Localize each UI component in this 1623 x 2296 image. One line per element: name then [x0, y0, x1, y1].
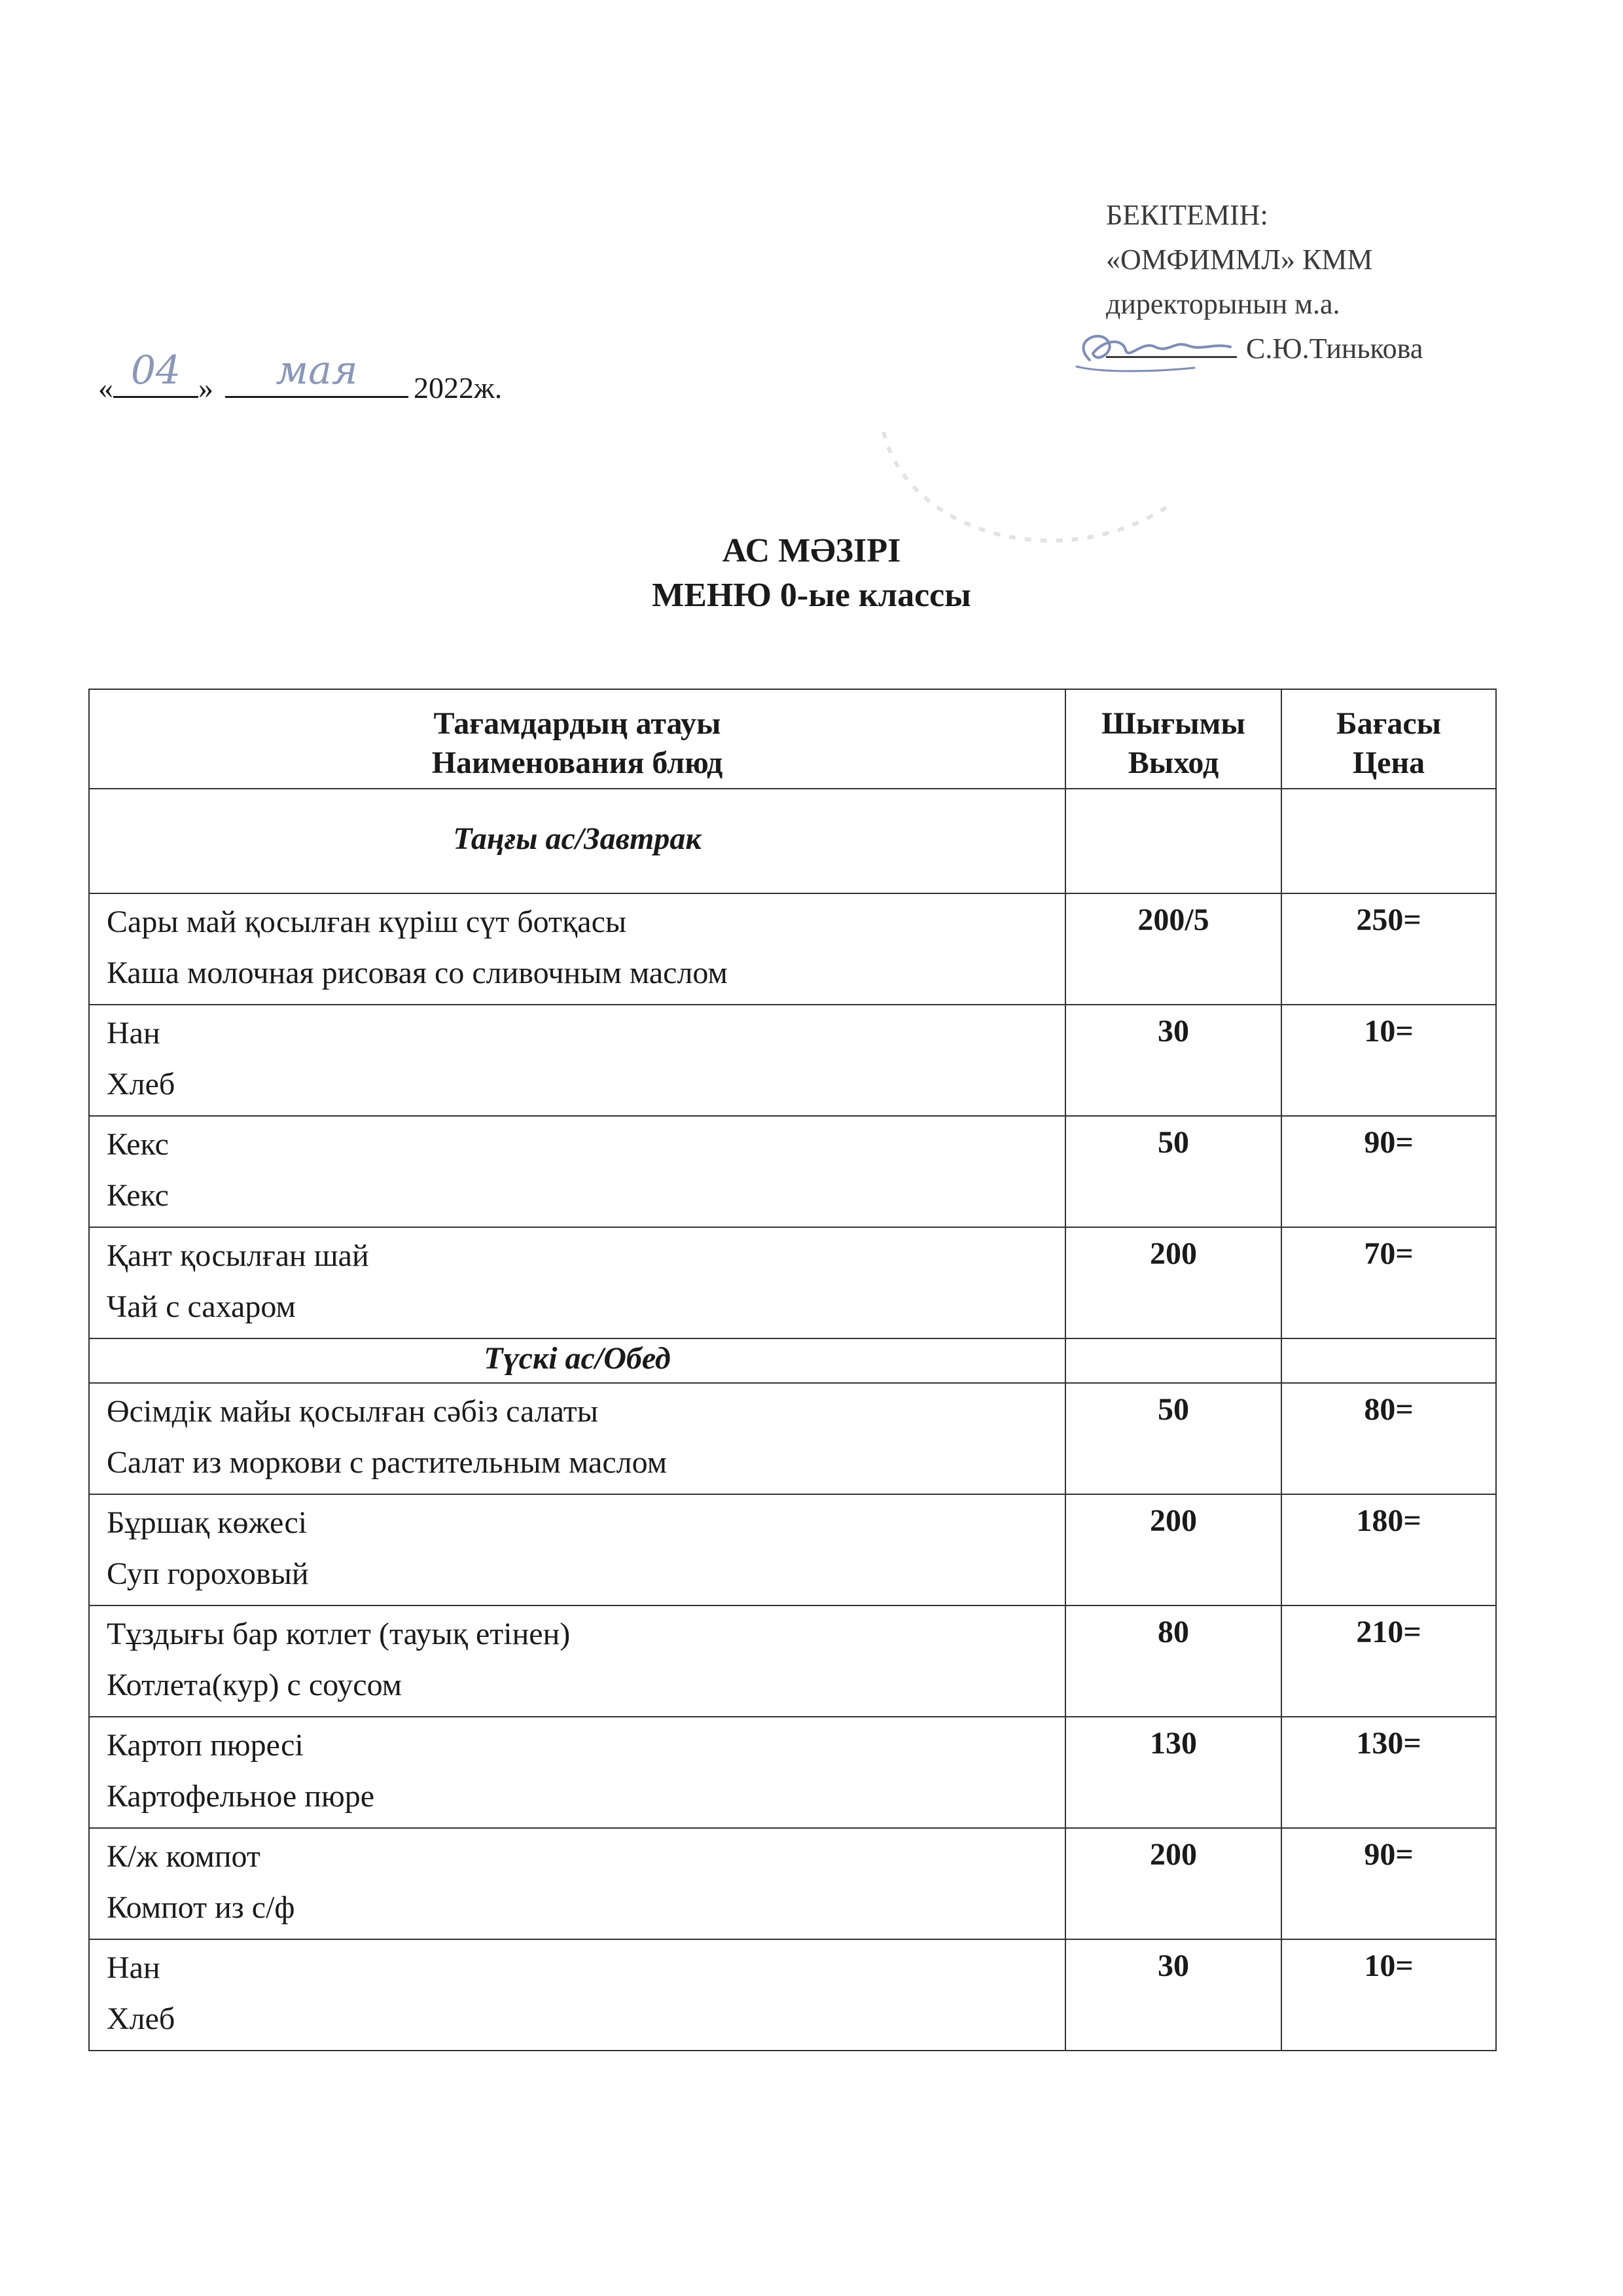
dish-yield: 30	[1065, 1005, 1281, 1116]
dish-name-cell	[89, 1383, 1065, 1494]
dish-name-ru: Каша молочная рисовая со сливочным маслом	[107, 956, 728, 990]
approval-heading: БЕКІТЕМІН:	[1106, 199, 1268, 231]
signature-scribble	[1063, 314, 1234, 380]
dish-name-kz: Картоп пюресі	[107, 1728, 304, 1763]
table-row	[89, 1939, 1496, 2051]
dish-name-kz: Өсімдік майы қосылған сәбіз салаты	[107, 1394, 598, 1429]
table-row	[89, 1005, 1496, 1116]
date-year: 2022ж.	[414, 371, 503, 404]
table-header-row	[89, 689, 1496, 789]
dish-price: 80=	[1281, 1383, 1496, 1494]
dish-name-kz: Нан	[107, 1016, 160, 1050]
table-row	[89, 1717, 1496, 1828]
dish-name-cell	[89, 1005, 1065, 1116]
menu-table	[88, 689, 1497, 2051]
dish-price: 70=	[1281, 1227, 1496, 1338]
title-kz: АС МӘЗІРІ	[722, 532, 901, 569]
dish-yield: 200	[1065, 1494, 1281, 1605]
handwritten-day: 04	[130, 348, 181, 393]
dish-name-ru: Котлета(кур) с соусом	[107, 1668, 402, 1702]
title-ru: МЕНЮ 0-ые классы	[652, 577, 971, 614]
dish-name-ru: Хлеб	[107, 1067, 175, 1102]
dish-name-cell	[89, 1717, 1065, 1828]
dish-name-kz: Нан	[107, 1950, 160, 1985]
dish-yield: 30	[1065, 1939, 1281, 2051]
dish-name-ru: Суп гороховый	[107, 1556, 309, 1591]
dish-name-ru: Салат из моркови с растительным маслом	[107, 1445, 668, 1480]
dish-price: 210=	[1281, 1605, 1496, 1717]
handwritten-month: мая	[276, 348, 358, 393]
dish-yield: 200/5	[1065, 893, 1281, 1005]
section-row-lunch	[89, 1338, 1496, 1383]
date-line: « 04 » мая 2022ж.	[98, 348, 503, 404]
dish-name-kz: Тұздығы бар котлет (тауық етінен)	[107, 1617, 571, 1651]
dish-name-kz: Кекс	[107, 1127, 169, 1162]
dish-price: 90=	[1281, 1828, 1496, 1939]
header-price: Бағасы Цена	[1281, 689, 1496, 789]
dish-name-kz: Бұршақ көжесі	[107, 1505, 308, 1540]
dish-name-ru: Кекс	[107, 1178, 169, 1213]
dish-yield: 50	[1065, 1383, 1281, 1494]
dish-yield: 200	[1065, 1828, 1281, 1939]
approval-org: «ОМФИММЛ» КММ	[1106, 243, 1373, 276]
breakfast-items	[89, 893, 1496, 1338]
header-yield: Шығымы Выход	[1065, 689, 1281, 789]
dish-price: 180=	[1281, 1494, 1496, 1605]
lunch-items	[89, 1383, 1496, 2051]
table-row	[89, 1494, 1496, 1605]
dish-price: 90=	[1281, 1116, 1496, 1227]
section-row-breakfast	[89, 789, 1496, 893]
dish-name-ru: Картофельное пюре	[107, 1779, 375, 1814]
table-row	[89, 1828, 1496, 1939]
header-name: Тағамдардың атауы Наименования блюд	[89, 689, 1065, 789]
table-row	[89, 1227, 1496, 1338]
dish-name-cell	[89, 1939, 1065, 2051]
table-row	[89, 1383, 1496, 1494]
dish-name-cell	[89, 1494, 1065, 1605]
dish-price: 10=	[1281, 1005, 1496, 1116]
dish-name-cell	[89, 1116, 1065, 1227]
dish-name-cell	[89, 1828, 1065, 1939]
dish-name-ru: Хлеб	[107, 2001, 175, 2036]
table-row	[89, 1116, 1496, 1227]
dish-name-ru: Чай с сахаром	[107, 1289, 296, 1324]
approval-signer: С.Ю.Тинькова	[1246, 332, 1423, 365]
dish-name-ru: Компот из с/ф	[107, 1890, 295, 1925]
dish-name-cell	[89, 1227, 1065, 1338]
table-row	[89, 893, 1496, 1005]
table-row	[89, 1605, 1496, 1717]
section-label-lunch: Түскі ас/Обед	[89, 1338, 1065, 1383]
dish-yield: 200	[1065, 1227, 1281, 1338]
dish-yield: 130	[1065, 1717, 1281, 1828]
dish-name-kz: Қант қосылған шай	[107, 1238, 369, 1273]
dish-name-kz: К/ж компот	[107, 1839, 260, 1874]
dish-name-cell	[89, 1605, 1065, 1717]
dish-name-cell	[89, 893, 1065, 1005]
dish-price: 130=	[1281, 1717, 1496, 1828]
section-label-breakfast: Таңғы ас/Завтрак	[89, 789, 1065, 893]
dish-yield: 80	[1065, 1605, 1281, 1717]
dish-price: 250=	[1281, 893, 1496, 1005]
dish-name-kz: Сары май қосылған күріш сүт ботқасы	[107, 905, 627, 939]
approval-position: директорынын м.а.	[1106, 288, 1340, 320]
dish-yield: 50	[1065, 1116, 1281, 1227]
dish-price: 10=	[1281, 1939, 1496, 2051]
